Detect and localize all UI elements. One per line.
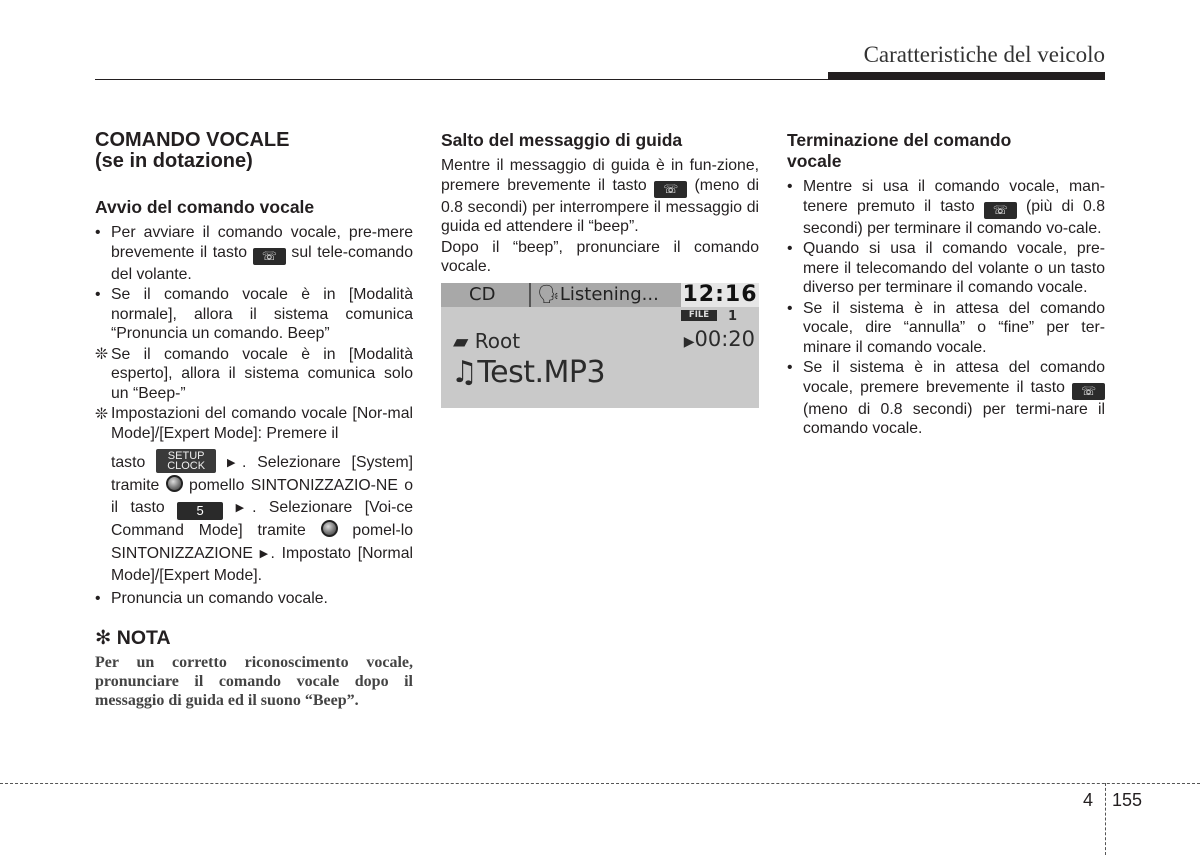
- footer-dashed-rule: [0, 783, 1200, 784]
- display-track: ♫Test.MP3: [451, 354, 606, 390]
- play-arrow-icon: ▶: [235, 502, 253, 514]
- section-title: [95, 130, 413, 172]
- header-rule: [95, 79, 1105, 80]
- instruction-list: [95, 223, 413, 608]
- voice-status-icon: 🗣: [537, 283, 560, 305]
- paragraph: Mentre il messaggio di guida è in fun-zione, premere brevemente il tasto ☏ (meno di 0.8 secondi) per interrompere il messaggio di guida ed attendere il “beep”.: [441, 157, 760, 235]
- list-item: • Quando si usa il comando vocale, pre-mere il telecomando del volante o un tasto diverso per terminare il comando vocale.: [787, 240, 1105, 296]
- asterisk-mark: ❊: [95, 406, 109, 423]
- subsection-title-salto: Salto del messaggio di guida: [441, 130, 683, 150]
- column-left: [95, 130, 413, 710]
- folder-icon: ▰: [453, 328, 469, 353]
- section-title-line1: COMANDO VOCALE: [95, 129, 290, 151]
- instruction-list: [787, 177, 1105, 439]
- display-divider: [529, 283, 531, 307]
- note-text: Per un corretto riconoscimento vocale, pronunciare il comando vocale dopo il messaggio di guida ed il suono “Beep”.: [95, 653, 413, 709]
- header-rule-thick: [828, 72, 1105, 79]
- list-item: • Pronuncia un comando vocale.: [95, 589, 328, 607]
- page-number: 155: [1112, 790, 1143, 810]
- voice-button-icon: ☏: [253, 248, 286, 265]
- column-middle: [441, 130, 759, 408]
- bullet-mark: •: [95, 224, 101, 241]
- play-icon: ▶: [683, 333, 695, 350]
- column-right: [787, 130, 1105, 440]
- play-arrow-icon: ▶: [227, 457, 242, 469]
- display-file-label: FILE: [681, 310, 717, 321]
- bullet-mark: •: [95, 589, 101, 607]
- display-elapsed: ▶00:20: [683, 326, 755, 351]
- bullet-mark: •: [787, 299, 793, 317]
- asterisk-mark: ❊: [95, 345, 109, 363]
- voice-button-icon: ☏: [654, 181, 687, 198]
- footer-dashed-divider: [1105, 783, 1106, 855]
- bullet-mark: •: [95, 286, 101, 303]
- display-source: CD: [469, 283, 496, 305]
- tune-knob-icon: [166, 475, 183, 492]
- voice-button-icon: ☏: [984, 202, 1017, 219]
- play-arrow-icon: ▶: [259, 547, 271, 560]
- bullet-mark: •: [787, 240, 793, 257]
- subsection-title-terminazione: Terminazione del comando vocale: [787, 130, 1012, 171]
- header-title: Caratteristiche del veicolo: [863, 42, 1105, 67]
- section-title-line2: (se in dotazione): [95, 150, 253, 172]
- chapter-number: 4: [1083, 790, 1094, 810]
- audio-display-screen: [441, 283, 759, 408]
- voice-button-icon: ☏: [1072, 383, 1105, 400]
- subsection-title-avvio: Avvio del comando vocale: [95, 197, 315, 217]
- preset-5-button-icon: 5: [177, 502, 223, 520]
- list-item: • Se il comando vocale è in [Modalità normale], allora il sistema comunica “Pronuncia un comando. Beep”: [95, 286, 413, 342]
- asterisk-icon: ✻: [95, 627, 112, 649]
- list-item: ❊ Impostazioni del comando vocale [Nor-mal Mode]/[Expert Mode]: Premere il tasto SETUP CLOCK ▶. Selezionare [System] tramite pomello SINTONIZZAZIO-NE o il tasto 5 ▶. Selezionare [Voi-ce Command Mode] tramite pomel-lo SINTONIZZAZIONE ▶. Impostato [Normal Mode]/[Expert Mode].: [95, 405, 414, 584]
- list-item: • Se il sistema è in attesa del comando vocale, dire “annulla” o “fine” per ter-minare il comando vocale.: [787, 299, 1105, 356]
- music-note-icon: ♫: [451, 354, 478, 390]
- bullet-mark: •: [787, 178, 793, 195]
- list-item: • Per avviare il comando vocale, pre-mere brevemente il tasto ☏ sul tele-comando del volante.: [95, 224, 414, 283]
- display-file-number: 1: [727, 308, 737, 324]
- paragraph: Dopo il “beep”, pronunciare il comando vocale.: [441, 238, 759, 275]
- list-item: ❊ Se il comando vocale è in [Modalità esperto], allora il sistema comunica solo un “Beep-”: [95, 345, 413, 402]
- display-clock: 12:16: [682, 281, 758, 307]
- display-folder: ▰ Root: [453, 328, 521, 353]
- bullet-mark: •: [787, 359, 793, 376]
- list-item: • Se il sistema è in attesa del comando vocale, premere brevemente il tasto ☏ (meno di 0.8 secondi) per termi-nare il comando vocale.: [787, 359, 1105, 437]
- tune-knob-icon: [321, 520, 338, 537]
- note-heading: ✻ NOTA: [95, 627, 171, 649]
- setup-clock-button-icon: SETUP CLOCK: [156, 449, 216, 473]
- display-status: 🗣Listening...: [537, 283, 659, 305]
- list-item: • Mentre si usa il comando vocale, man-tenere premuto il tasto ☏ (più di 0.8 secondi) per terminare il comando vo-cale.: [787, 178, 1106, 237]
